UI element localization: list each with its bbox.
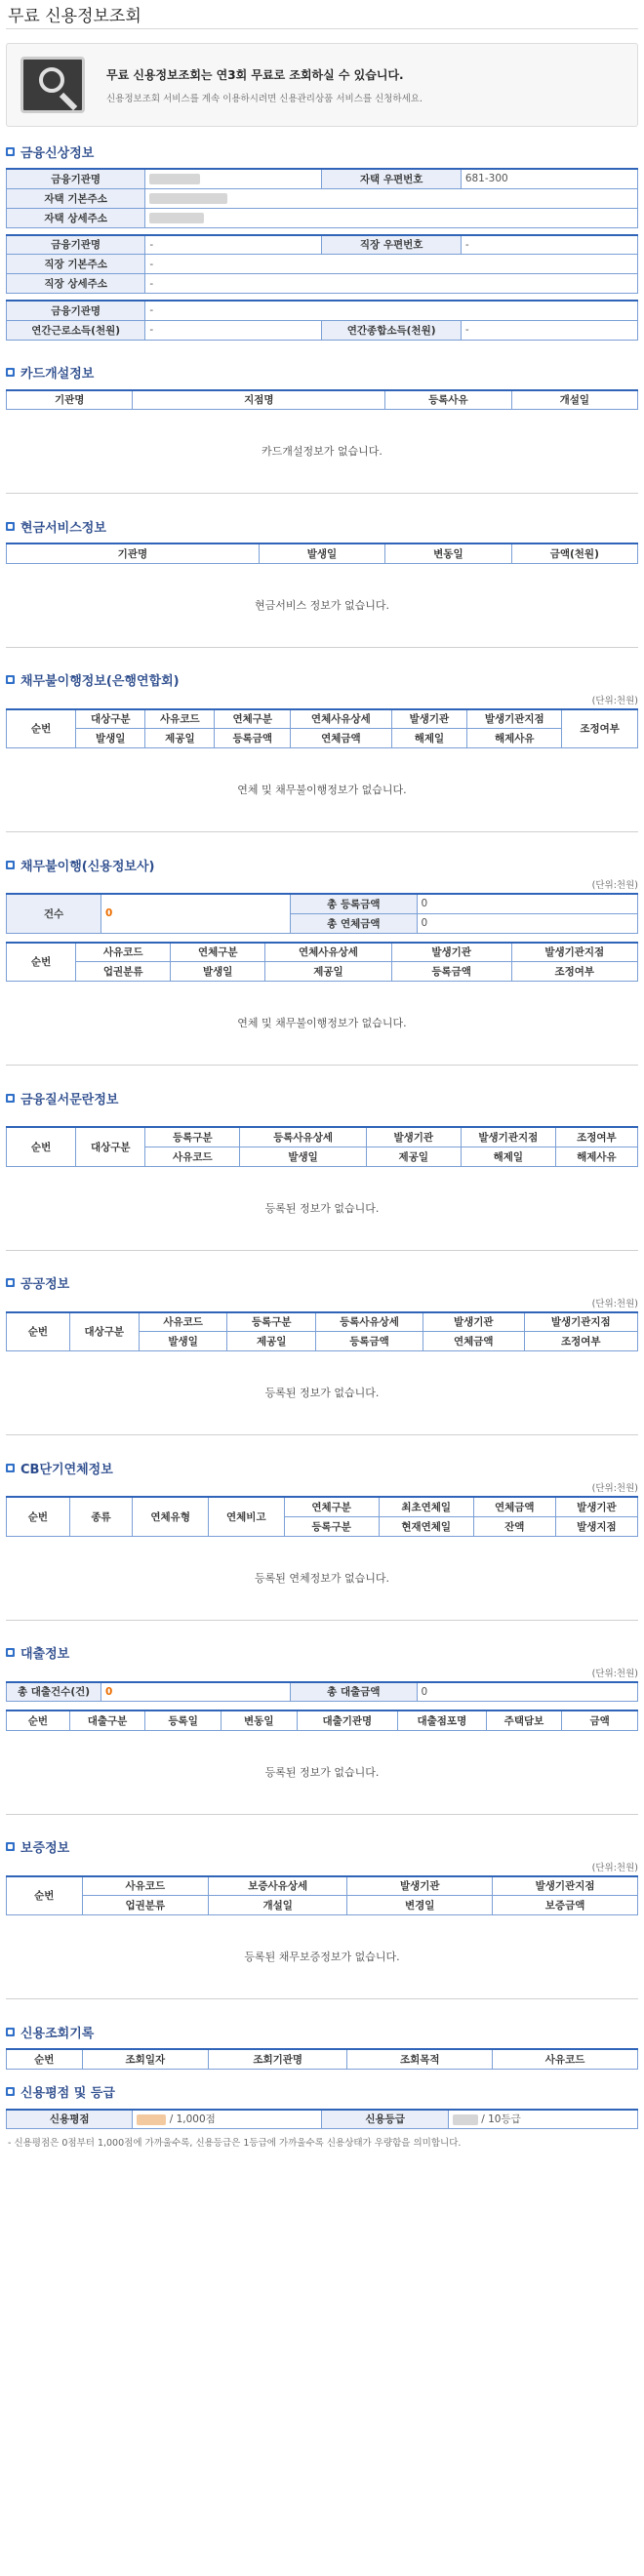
unit-label: (단위:천원) <box>591 695 638 706</box>
col-header: 연체유형 <box>133 1497 209 1536</box>
empty-message: 카드개설정보가 없습니다. <box>6 410 638 494</box>
label-credit-score: 신용평점 <box>7 2110 133 2129</box>
bullet-icon <box>6 522 15 531</box>
section-title-card: 카드개설정보 <box>6 362 638 383</box>
unit-label: (단위:천원) <box>591 1298 638 1309</box>
col-header: 사유코드 <box>493 2049 638 2069</box>
col-header: 연체금액 <box>423 1332 524 1351</box>
col-header: 변경일 <box>347 1896 493 1915</box>
empty-message: 현금서비스 정보가 없습니다. <box>6 564 638 648</box>
col-header: 연체금액 <box>473 1497 555 1516</box>
col-header: 조정여부 <box>524 1332 638 1351</box>
value-dash: - <box>461 320 637 340</box>
value-reg-total: 0 <box>417 894 637 913</box>
col-header: 금액(천원) <box>511 543 637 563</box>
col-header: 제공일 <box>145 729 215 748</box>
col-header: 대출점포명 <box>398 1711 487 1730</box>
score-footnote: - 신용평점은 0점부터 1,000점에 가까울수록, 신용등급은 1등급에 가까울수록 신용상태가 우량함을 의미합니다. <box>8 2138 462 2149</box>
col-header: 조정여부 <box>511 962 637 982</box>
col-header: 등록구분 <box>227 1312 316 1332</box>
col-header: 조회일자 <box>82 2049 208 2069</box>
bullet-icon <box>6 675 15 684</box>
col-header: 등록사유상세 <box>316 1312 423 1332</box>
finance-table-2 <box>6 234 638 295</box>
col-header: 조회목적 <box>347 2049 493 2069</box>
label-home-addr2: 자택 상세주소 <box>7 208 145 227</box>
col-header: 순번 <box>7 1876 83 1915</box>
value-dash: - <box>145 255 638 274</box>
col-header: 연체구분 <box>284 1497 379 1516</box>
label-home-zip: 자택 우편번호 <box>322 169 461 188</box>
col-header: 사유코드 <box>145 709 215 729</box>
col-header: 등록일 <box>145 1711 221 1730</box>
label-overdue-total: 총 연체금액 <box>291 913 417 933</box>
col-header: 업권분류 <box>82 1896 208 1915</box>
col-header: 순번 <box>7 1127 76 1166</box>
col-header: 발생기관 <box>391 709 467 729</box>
col-header: 해제일 <box>391 729 467 748</box>
col-header: 발생일 <box>259 543 384 563</box>
label-institution: 금융기관명 <box>7 169 145 188</box>
bullet-icon <box>6 1094 15 1103</box>
empty-message: 연체 및 채무불이행정보가 없습니다. <box>6 982 638 1066</box>
col-header: 발생기관지점 <box>467 709 562 729</box>
bullet-icon <box>6 1278 15 1287</box>
col-header: 등록구분 <box>284 1516 379 1536</box>
col-header: 순번 <box>7 709 76 748</box>
col-header: 등록사유상세 <box>240 1127 366 1147</box>
page-title: 무료 신용정보조회 <box>6 0 638 29</box>
loan-table <box>6 1710 638 1731</box>
notice-desc: 신용정보조회 서비스를 계속 이용하시려면 신용관리상품 서비스를 신청하세요. <box>106 93 423 104</box>
col-header: 사유코드 <box>139 1312 227 1332</box>
col-header: 보증금액 <box>493 1896 638 1915</box>
col-header: 순번 <box>7 1497 70 1536</box>
col-header: 제공일 <box>265 962 391 982</box>
col-header: 순번 <box>7 943 76 982</box>
empty-message: 등록된 정보가 없습니다. <box>6 1167 638 1251</box>
col-header: 발생지점 <box>555 1516 637 1536</box>
col-header: 발생기관지점 <box>524 1312 638 1332</box>
empty-message: 연체 및 채무불이행정보가 없습니다. <box>6 748 638 832</box>
col-header: 조정여부 <box>562 709 638 748</box>
col-header: 발생일 <box>171 962 265 982</box>
col-header: 발생기관지점 <box>511 943 637 962</box>
value-credit-score: / 1,000점 <box>133 2110 322 2129</box>
value-loan-amount: 0 <box>417 1682 637 1702</box>
bullet-icon <box>6 2087 15 2096</box>
value-count: 0 <box>101 894 291 933</box>
col-header: 대상구분 <box>76 709 145 729</box>
col-header: 현재연체일 <box>379 1516 473 1536</box>
notice-box <box>6 43 638 127</box>
col-header: 대출기관명 <box>297 1711 398 1730</box>
cash-table <box>6 543 638 564</box>
col-header: 조정여부 <box>555 1127 637 1147</box>
value-home-addr2 <box>145 208 638 227</box>
col-header: 발생기관 <box>555 1497 637 1516</box>
unit-label: (단위:천원) <box>591 880 638 891</box>
section-title-ci-default: 채무불이행(신용정보사) <box>6 854 638 875</box>
col-header: 대상구분 <box>69 1312 139 1351</box>
value-overdue-total: 0 <box>417 913 637 933</box>
col-header: 발생기관 <box>366 1127 461 1147</box>
col-header: 발생일 <box>139 1332 227 1351</box>
col-header: 연체사유상세 <box>265 943 391 962</box>
bullet-icon <box>6 147 15 156</box>
inquiry-table <box>6 2048 638 2070</box>
col-header: 변동일 <box>221 1711 297 1730</box>
score-table <box>6 2109 638 2130</box>
value-institution <box>145 169 322 188</box>
label-loan-amount: 총 대출금액 <box>291 1682 417 1702</box>
label-home-addr1: 자택 기본주소 <box>7 188 145 208</box>
col-header: 변동일 <box>385 543 511 563</box>
col-header: 금액 <box>562 1711 638 1730</box>
bullet-icon <box>6 368 15 377</box>
order-table <box>6 1126 638 1167</box>
col-header: 해제일 <box>461 1147 555 1166</box>
value-dash: - <box>145 320 322 340</box>
section-title-cash: 현금서비스정보 <box>6 515 638 537</box>
col-header: 등록사유 <box>385 390 511 410</box>
col-header: 연체사유상세 <box>291 709 392 729</box>
col-header: 보증사유상세 <box>209 1876 347 1896</box>
ci-default-table <box>6 942 638 983</box>
col-header: 등록구분 <box>145 1127 240 1147</box>
bullet-icon <box>6 1464 15 1472</box>
value-loan-count: 0 <box>101 1682 291 1702</box>
col-header: 업권분류 <box>76 962 171 982</box>
section-title-bank-default: 채무불이행정보(은행연합회) <box>6 669 638 691</box>
empty-message: 등록된 연체정보가 없습니다. <box>6 1537 638 1621</box>
col-header: 발생기관 <box>347 1876 493 1896</box>
col-header: 발생기관지점 <box>493 1876 638 1896</box>
empty-message: 등록된 정보가 없습니다. <box>6 1731 638 1815</box>
section-title-score: 신용평점 및 등급 <box>6 2081 638 2103</box>
label-loan-count: 총 대출건수(건) <box>7 1682 101 1702</box>
col-header: 대상구분 <box>76 1127 145 1166</box>
label-total-income: 연간종합소득(천원) <box>322 320 461 340</box>
col-header: 최초연체일 <box>379 1497 473 1516</box>
col-header: 해제사유 <box>467 729 562 748</box>
col-header: 등록금액 <box>215 729 291 748</box>
bullet-icon <box>6 1842 15 1851</box>
col-header: 발생일 <box>76 729 145 748</box>
col-header: 연체금액 <box>291 729 392 748</box>
card-table <box>6 389 638 411</box>
col-header: 지점명 <box>133 390 385 410</box>
section-title-inquiry: 신용조회기록 <box>6 2021 638 2042</box>
label-work-addr1: 직장 기본주소 <box>7 255 145 274</box>
section-title-loan: 대출정보 <box>6 1642 638 1664</box>
bank-default-table <box>6 708 638 749</box>
col-header: 연체비고 <box>209 1497 285 1536</box>
col-header: 사유코드 <box>76 943 171 962</box>
value-dash: - <box>145 235 322 255</box>
value-credit-grade: / 10등급 <box>448 2110 637 2129</box>
label-annual-income: 연간근로소득(천원) <box>7 320 145 340</box>
col-header: 연체구분 <box>171 943 265 962</box>
finance-table-1 <box>6 168 638 228</box>
value-dash: - <box>145 301 638 320</box>
section-title-finance: 금융신상정보 <box>6 141 638 162</box>
col-header: 순번 <box>7 1711 70 1730</box>
label-credit-grade: 신용등급 <box>322 2110 448 2129</box>
value-home-zip: 681-300 <box>461 169 637 188</box>
col-header: 종류 <box>69 1497 133 1536</box>
magnifier-icon <box>20 57 85 113</box>
unit-label: (단위:천원) <box>591 1668 638 1679</box>
bullet-icon <box>6 861 15 869</box>
section-title-public: 공공정보 <box>6 1272 638 1294</box>
col-header: 조회기관명 <box>209 2049 347 2069</box>
unit-label: (단위:천원) <box>591 1483 638 1494</box>
notice-title: 무료 신용정보조회는 연3회 무료로 조회하실 수 있습니다. <box>106 67 404 82</box>
col-header: 발생기관지점 <box>461 1127 555 1147</box>
col-header: 기관명 <box>7 543 260 563</box>
empty-message: 등록된 정보가 없습니다. <box>6 1351 638 1435</box>
loan-summary-table <box>6 1681 638 1703</box>
col-header: 순번 <box>7 1312 70 1351</box>
value-dash: - <box>145 274 638 294</box>
cb-table <box>6 1496 638 1537</box>
col-header: 해제사유 <box>555 1147 637 1166</box>
finance-table-3 <box>6 300 638 341</box>
public-table <box>6 1311 638 1352</box>
col-header: 순번 <box>7 2049 83 2069</box>
col-header: 제공일 <box>227 1332 316 1351</box>
guarantee-table <box>6 1875 638 1916</box>
col-header: 연체구분 <box>215 709 291 729</box>
label-work-zip: 직장 우편번호 <box>322 235 461 255</box>
col-header: 개설일 <box>209 1896 347 1915</box>
col-header: 잔액 <box>473 1516 555 1536</box>
bullet-icon <box>6 2028 15 2036</box>
value-home-addr1 <box>145 188 638 208</box>
section-title-guarantee: 보증정보 <box>6 1836 638 1858</box>
col-header: 제공일 <box>366 1147 461 1166</box>
col-header: 등록금액 <box>316 1332 423 1351</box>
col-header: 발생기관 <box>391 943 511 962</box>
section-title-order: 금융질서문란정보 <box>6 1087 638 1108</box>
col-header: 등록금액 <box>391 962 511 982</box>
col-header: 사유코드 <box>82 1876 208 1896</box>
label-work-addr2: 직장 상세주소 <box>7 274 145 294</box>
ci-summary-table <box>6 893 638 934</box>
bullet-icon <box>6 1648 15 1657</box>
col-header: 주택담보 <box>486 1711 562 1730</box>
col-header: 사유코드 <box>145 1147 240 1166</box>
label-reg-total: 총 등록금액 <box>291 894 417 913</box>
col-header: 기관명 <box>7 390 133 410</box>
label-institution-3: 금융기관명 <box>7 301 145 320</box>
label-count: 건수 <box>7 894 101 933</box>
col-header: 발생기관 <box>423 1312 524 1332</box>
section-title-cb: CB단기연체정보 <box>6 1457 638 1478</box>
col-header: 대출구분 <box>69 1711 145 1730</box>
value-dash: - <box>461 235 637 255</box>
empty-message: 등록된 채무보증정보가 없습니다. <box>6 1915 638 1999</box>
unit-label: (단위:천원) <box>591 1862 638 1873</box>
col-header: 발생일 <box>240 1147 366 1166</box>
label-institution-2: 금융기관명 <box>7 235 145 255</box>
col-header: 개설일 <box>511 390 637 410</box>
